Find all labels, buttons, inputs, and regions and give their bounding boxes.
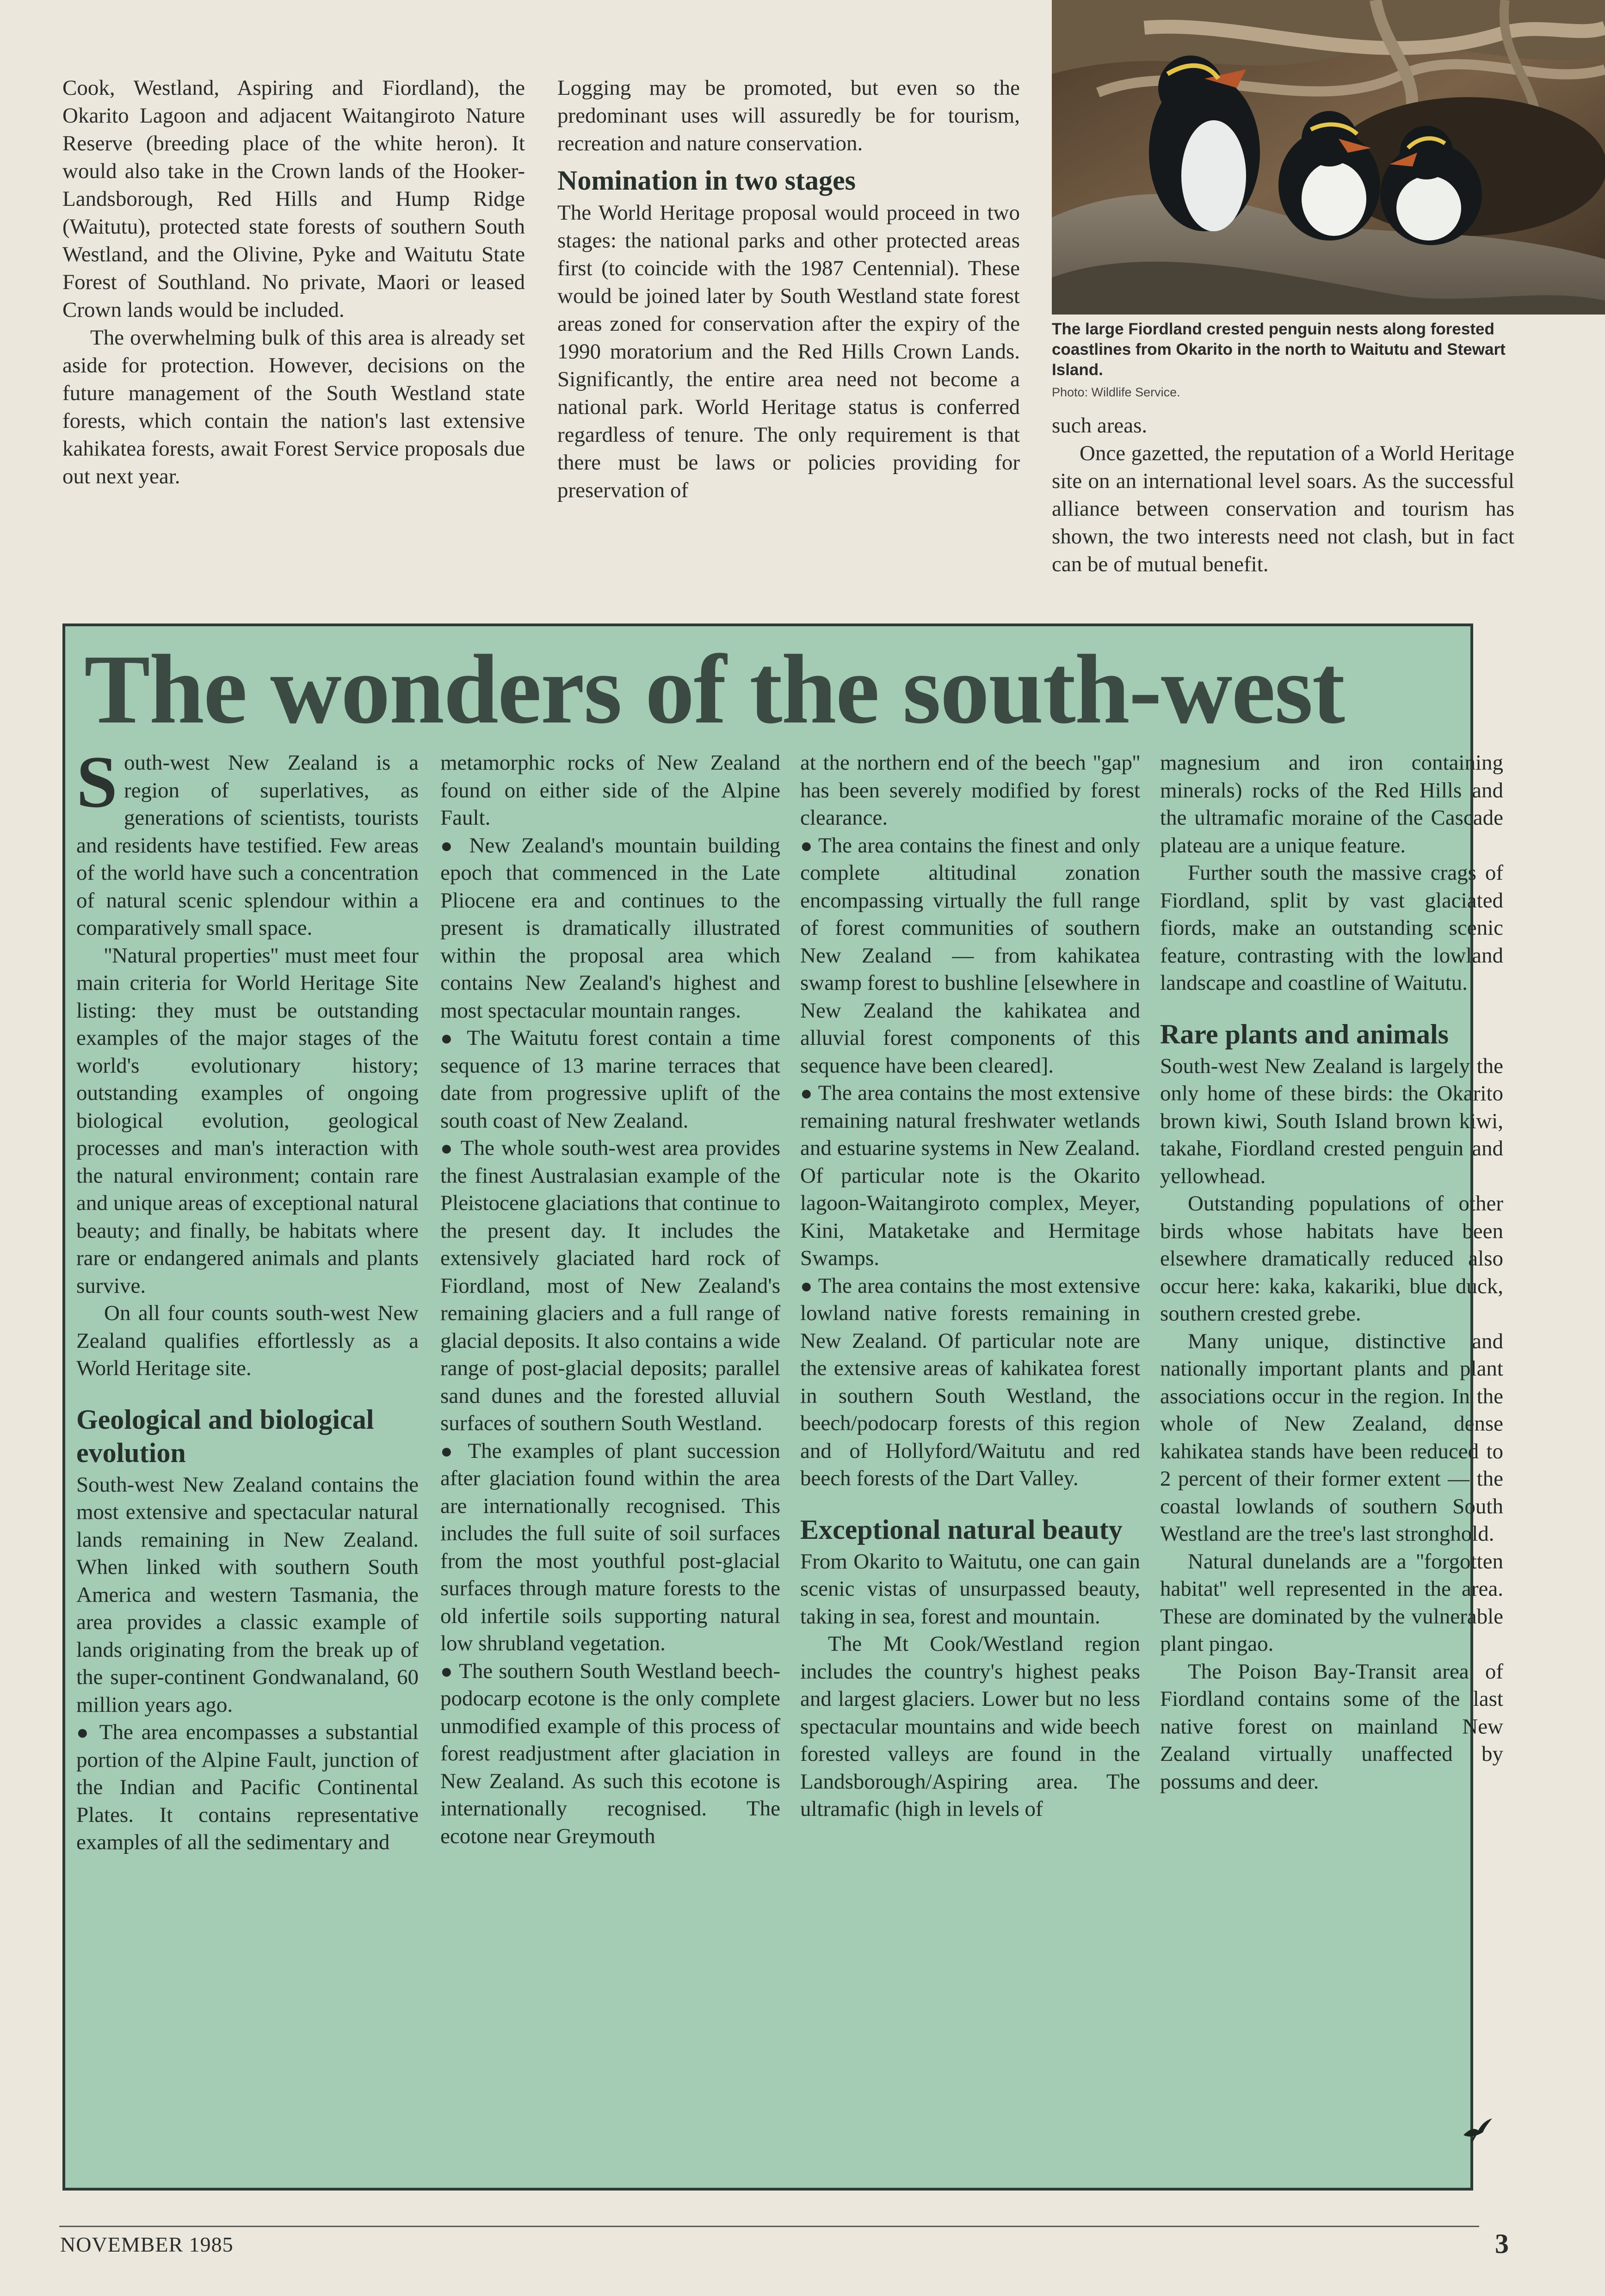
paragraph-text: The area contains the finest and only complete altitudinal zonation encompassing virtually the full range of forest communities of southern New Zealand — from kahikatea swamp forest to bushline [elsewhere in New Zealand the kahikatea and alluvial forest components of this sequence have been cleared]. [800,833,1141,1078]
bullet-icon: ● [440,1137,454,1160]
top-column-3 [1052,412,1514,578]
bullet-icon: ● [800,1082,813,1105]
feature-headline: The wonders of the south-west [84,635,1344,744]
bullet-paragraph [800,832,1140,1080]
bullet-paragraph [76,1719,419,1857]
section-heading: Geological and biological evolution [76,1404,374,1468]
bullet-icon: ● [440,1439,458,1463]
bird-end-mark-icon [1462,2115,1494,2142]
section-heading: Exceptional natural beauty [800,1514,1123,1545]
paragraph: The World Heritage proposal would proceed in two stages: the national parks and other protected areas first (to coincide with the 1987 Centennial). These would be joined later by South Westland state forest areas zoned for conservation after the expiry of the 1990 moratorium and the Red Hills Crown Lands. Significantly, the entire area need not become a national park. World Heritage status is conferred regardless of tenure. The only requirement is that there must be laws or policies providing for preservation of [557,201,1020,502]
paragraph: Outstanding populations of other birds whose habitats have been elsewhere dramatically reduced also occur here: kaka, kakariki, blue duck, southern crested grebe. [1160,1191,1503,1326]
paragraph: at the northern end of the beech ''gap'' has been severely modified by forest clearance. [800,751,1140,830]
issue-date: NOVEMBER 1985 [60,2233,234,2256]
paragraph: The overwhelming bulk of this area is already set aside for protection. However, decisions on the future management of the South Westland state forests, which contain the nation's last extensive kahikatea forests, await Forest Service proposals due out next year. [62,326,525,488]
bullet-icon: ● [800,834,813,857]
penguin-illustration [1052,0,1605,315]
bullet-icon: ● [76,1721,92,1744]
page-number: 3 [1495,2228,1509,2259]
paragraph-text: The examples of plant succession after glaciation found within the area are internationally recognised. This includes the full suite of soil surfaces from the most youthful post-glacial surfaces through mature forests to the old infertile soils supporting natural low shrubland vegetation. [440,1438,780,1655]
paragraph-text: The southern South Westland beech-podocarp ecotone is the only complete unmodified example of this process of forest readjustment after glaciation in New Zealand. As such this ecotone is internationally recognised. The ecotone near Greymouth [440,1659,780,1848]
top-column-1 [62,74,525,490]
paragraph: From Okarito to Waitutu, one can gain scenic vistas of unsurpassed beauty, taking in sea, forest and mountain. [800,1549,1140,1629]
photo-credit: Photo: Wildlife Service. [1052,385,1180,399]
photo-caption [1052,319,1522,402]
top-column-2 [557,74,1020,504]
paragraph: such areas. [1052,414,1148,438]
bullet-paragraph [800,1272,1140,1493]
paragraph: Logging may be promoted, but even so the predominant uses will assuredly be for tourism, recreation and nature conservation. [557,76,1020,155]
section-heading: Nomination in two stages [557,165,856,196]
paragraph-text: The area contains the most extensive lowland native forests remaining in New Zealand. Of particular note are the extensive areas of kahikatea forest in southern South Westland, the beech/podocarp forests of this region and of Hollyford/Waitutu and red beech forests of the Dart Valley. [800,1273,1141,1490]
penguin-photo [1052,0,1605,315]
paragraph-text: outh-west New Zealand is a region of superlatives, as generations of scientists, tourists and residents have testified. Few areas of the world have such a concentration of natural scenic splendour within a comparatively small space. [76,751,419,940]
paragraph: magnesium and iron containing minerals) rocks of the Red Hills and the ultramafic moraine of the Cascade plateau are a unique feature. [1160,751,1503,858]
paragraph: The Poison Bay-Transit area of Fiordland contains some of the last native forest on mainland New Zealand virtually unaffected by possums and deer. [1160,1659,1503,1794]
section-heading: Rare plants and animals [1160,1018,1449,1049]
paragraph-text: New Zealand's mountain building epoch that commenced in the Late Pliocene era and continues to the present is dramatically illustrated within the proposal area which contains New Zealand's highest and most spectacular mountain ranges. [440,833,781,1023]
paragraph-text: The area encompasses a substantial portion of the Alpine Fault, junction of the Indian and Pacific Continental Plates. It contains representative examples of all the sedimentary and [76,1720,419,1854]
paragraph: South-west New Zealand is largely the only home of these birds: the Okarito brown kiwi, South Island brown kiwi, takahe, Fiordland crested penguin and yellowhead. [1160,1054,1503,1188]
feature-column-1 [76,741,419,1857]
bullet-paragraph [440,832,780,1025]
paragraph: metamorphic rocks of New Zealand found on either side of the Alpine Fault. [440,751,780,830]
paragraph: The Mt Cook/Westland region includes the country's highest peaks and largest glaciers. Lower but no less spectacular mountains and wide beech forested valleys are found in the Landsborough/Aspiring area. The ultramafic (high in levels of [800,1632,1140,1821]
feature-column-4 [1160,749,1503,1796]
paragraph: Natural dunelands are a ''forgotten habitat'' well represented in the area. These are dominated by the vulnerable plant pingao. [1160,1549,1503,1656]
paragraph-text: The Waitutu forest contain a time sequence of 13 marine terraces that date from progressive uplift of the south coast of New Zealand. [440,1026,780,1133]
caption-text: The large Fiordland crested penguin nests along forested coastlines from Okarito in the north to Waitutu and Stewart Island. [1052,320,1506,379]
paragraph-text: The whole south-west area provides the finest Australasian example of the Pleistocene glaciations that continue to the present day. It includes the extensively glaciated hard rock of Fiordland, most of New Zealand's remaining glaciers and a full range of glacial deposits. It also contains a wide range of post-glacial deposits; parallel sand dunes and the forested alluvial surfaces of southern South Westland. [440,1136,780,1435]
paragraph: On all four counts south-west New Zealand qualifies effortlessly as a World Heritage site. [76,1301,419,1380]
bullet-icon: ● [440,1660,453,1683]
paragraph: Many unique, distinctive and nationally important plants and plant associations occur in the region. In the whole of New Zealand, dense kahikatea stands have been reduced to 2 percent of their former extent — the coastal lowlands of southern South Westland are the tree's last stronghold. [1160,1329,1503,1546]
paragraph [76,741,419,942]
paragraph: ''Natural properties'' must meet four main criteria for World Heritage Site listing: they must be outstanding examples of the major stages of the world's evolutionary history; outstanding examples of ongoing biological evolution, geological processes and man's interaction with the natural environment; contain rare and unique areas of exceptional natural beauty; and finally, be habitats where rare or endangered animals and plants survive. [76,943,419,1298]
paragraph: Cook, Westland, Aspiring and Fiordland), the Okarito Lagoon and adjacent Waitangiroto Nature Reserve (breeding place of the white heron). It would also take in the Crown lands of the Hooker-Landsborough, Red Hills and Hump Ridge (Waitutu), protected state forests of southern South Westland, and the Olivine, Pyke and Waitutu State Forest of Southland. No private, Maori or leased Crown lands would be included. [62,76,525,322]
bullet-paragraph [440,1135,780,1438]
feature-column-2 [440,749,780,1850]
bullet-icon: ● [440,1027,457,1049]
paragraph: Once gazetted, the reputation of a World Heritage site on an international level soars. As the successful alliance between conservation and tourism has shown, the two interests need not clash, but in fact can be of mutual benefit. [1052,441,1514,576]
bullet-paragraph [440,1025,780,1135]
bullet-icon: ● [440,834,458,857]
footer-rule [59,2226,1479,2227]
feature-column-3 [800,749,1140,1823]
bullet-paragraph [800,1080,1140,1272]
drop-cap: S [76,741,117,823]
bullet-paragraph [440,1658,780,1851]
bullet-paragraph [440,1438,780,1658]
paragraph-text: The area contains the most extensive remaining natural freshwater wetlands and estuarine systems in New Zealand. Of particular note is the Okarito lagoon-Waitangiroto complex, Meyer, Kini, Mataketake and Hermitage Swamps. [800,1081,1141,1270]
paragraph: Further south the massive crags of Fiordland, split by vast glaciated fiords, make an outstanding scenic feature, contrasting with the lowland landscape and coastline of Waitutu. [1160,861,1503,995]
paragraph: South-west New Zealand contains the most extensive and spectacular natural lands remaining in New Zealand. When linked with southern South America and western Tasmania, the area provides a classic example of lands originating from the break up of the super-continent Gondwanaland, 60 million years ago. [76,1472,419,1717]
bullet-icon: ● [800,1274,813,1297]
